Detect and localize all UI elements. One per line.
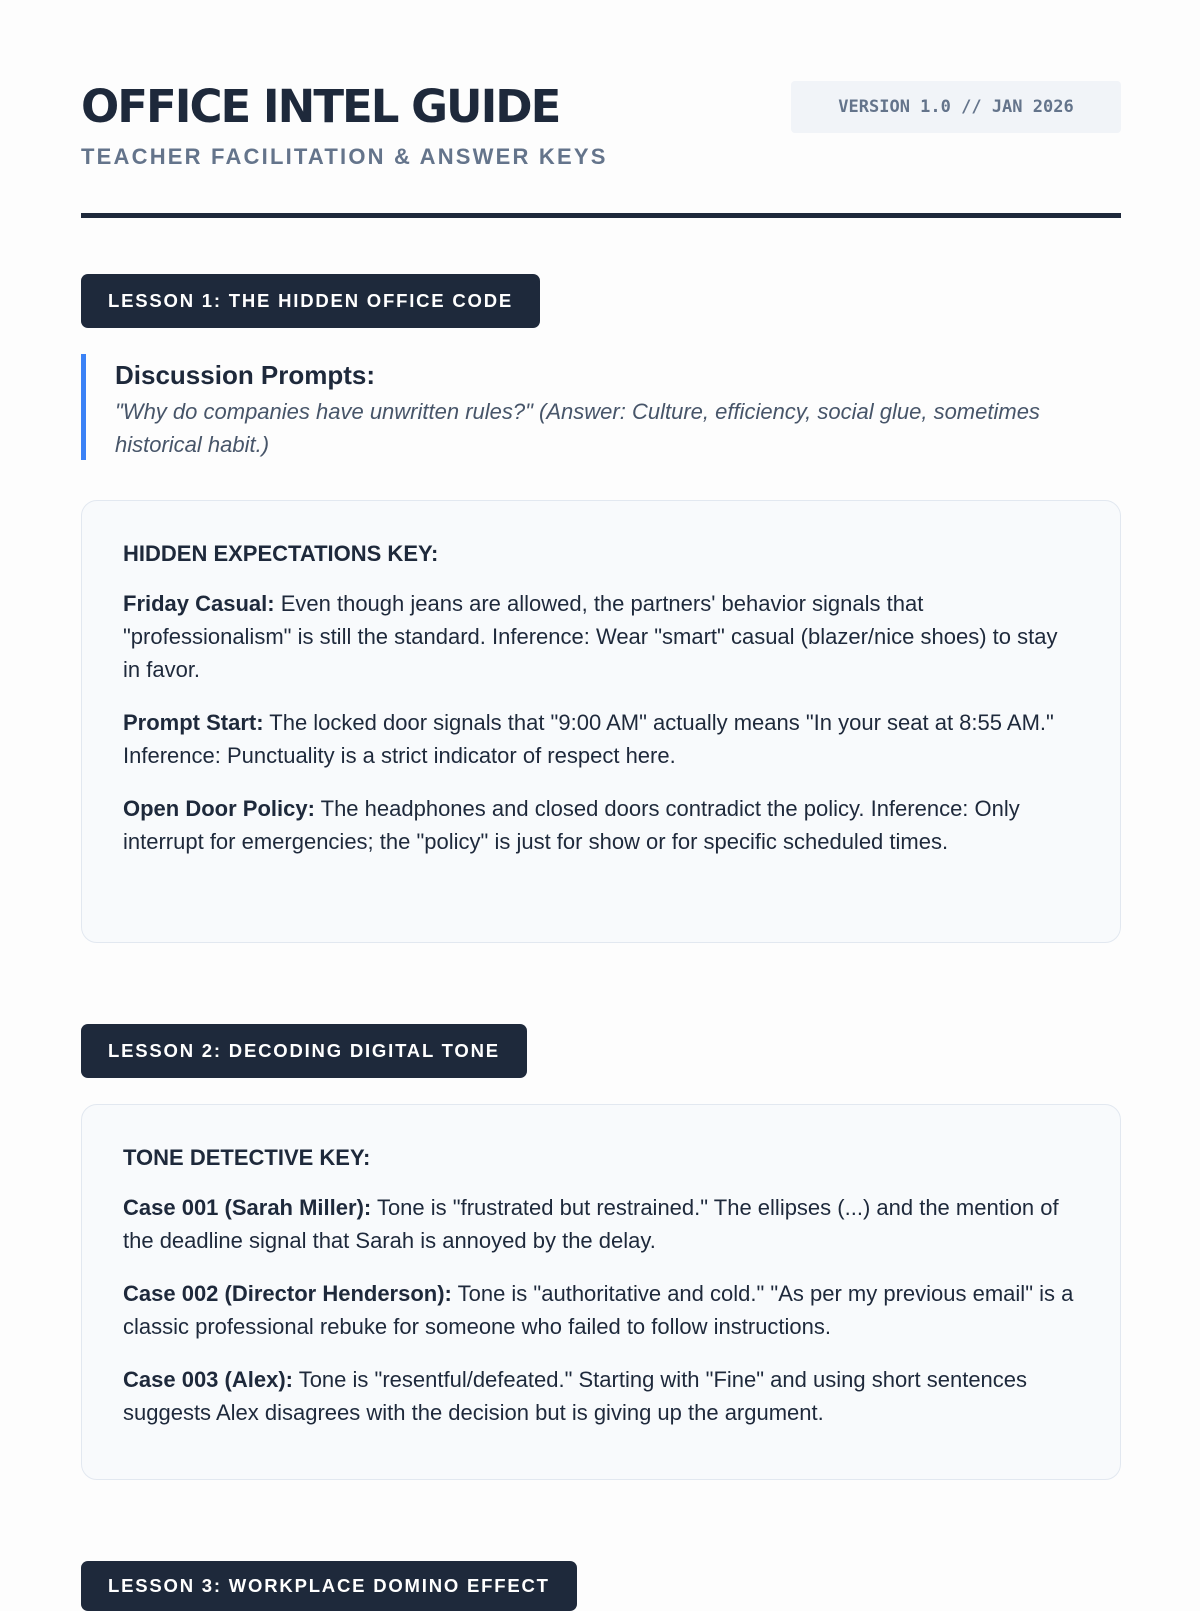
key-item-text: The locked door signals that "9:00 AM" actually means "In your seat at 8:55 AM." Inference: Punctuality is a strict indicator of respect here. xyxy=(123,710,1054,768)
key-item xyxy=(123,1191,1080,1257)
discussion-prompts-text: "Why do companies have unwritten rules?" (Answer: Culture, efficiency, social glue, sometimes historical habit.) xyxy=(115,399,1040,457)
key-item-text: Tone is "frustrated but restrained." The ellipses (...) and the mention of the deadline signal that Sarah is annoyed by the delay. xyxy=(123,1195,1059,1253)
key-item-text: Tone is "authoritative and cold." "As per my previous email" is a classic professional rebuke for someone who failed to follow instructions. xyxy=(123,1281,1074,1339)
key-item-term: Case 003 (Alex): xyxy=(123,1367,293,1392)
page-title: OFFICE INTEL GUIDE xyxy=(81,80,560,133)
key-item-term: Case 001 (Sarah Miller): xyxy=(123,1195,372,1220)
hidden-expectations-key xyxy=(81,500,1121,943)
key-item xyxy=(123,587,1080,686)
key-heading: TONE DETECTIVE KEY: xyxy=(123,1145,371,1170)
key-item-term: Prompt Start: xyxy=(123,710,264,735)
key-item-text: Even though jeans are allowed, the partners' behavior signals that "professionalism" is still the standard. Inference: Wear "smart" casual (blazer/nice shoes) to stay in favor. xyxy=(123,591,1058,682)
key-heading: HIDDEN EXPECTATIONS KEY: xyxy=(123,541,439,566)
key-item-term: Open Door Policy: xyxy=(123,796,315,821)
header-divider xyxy=(81,213,1121,218)
key-item xyxy=(123,706,1080,772)
page-subtitle: TEACHER FACILITATION & ANSWER KEYS xyxy=(81,144,608,169)
key-item xyxy=(123,792,1080,858)
lesson-2-badge: LESSON 2: DECODING DIGITAL TONE xyxy=(81,1024,527,1078)
lesson-3-badge: LESSON 3: WORKPLACE DOMINO EFFECT xyxy=(81,1561,577,1611)
guide-page xyxy=(81,0,1121,1596)
key-item-text: The headphones and closed doors contradict the policy. Inference: Only interrupt for emergencies; the "policy" is just for show or for specific scheduled times. xyxy=(123,796,1020,854)
discussion-prompts-heading: Discussion Prompts: xyxy=(115,360,376,390)
key-item-text: Tone is "resentful/defeated." Starting with "Fine" and using short sentences suggests Alex disagrees with the decision but is giving up the argument. xyxy=(123,1367,1028,1425)
tone-detective-key xyxy=(81,1104,1121,1480)
page-header xyxy=(81,0,1121,220)
key-item xyxy=(123,1363,1080,1429)
key-item-term: Friday Casual: xyxy=(123,591,275,616)
key-item-term: Case 002 (Director Henderson): xyxy=(123,1281,452,1306)
key-item xyxy=(123,1277,1080,1343)
lesson-1-badge: LESSON 1: THE HIDDEN OFFICE CODE xyxy=(81,274,540,328)
discussion-prompts xyxy=(81,354,1121,460)
version-badge: VERSION 1.0 // JAN 2026 xyxy=(791,81,1121,133)
